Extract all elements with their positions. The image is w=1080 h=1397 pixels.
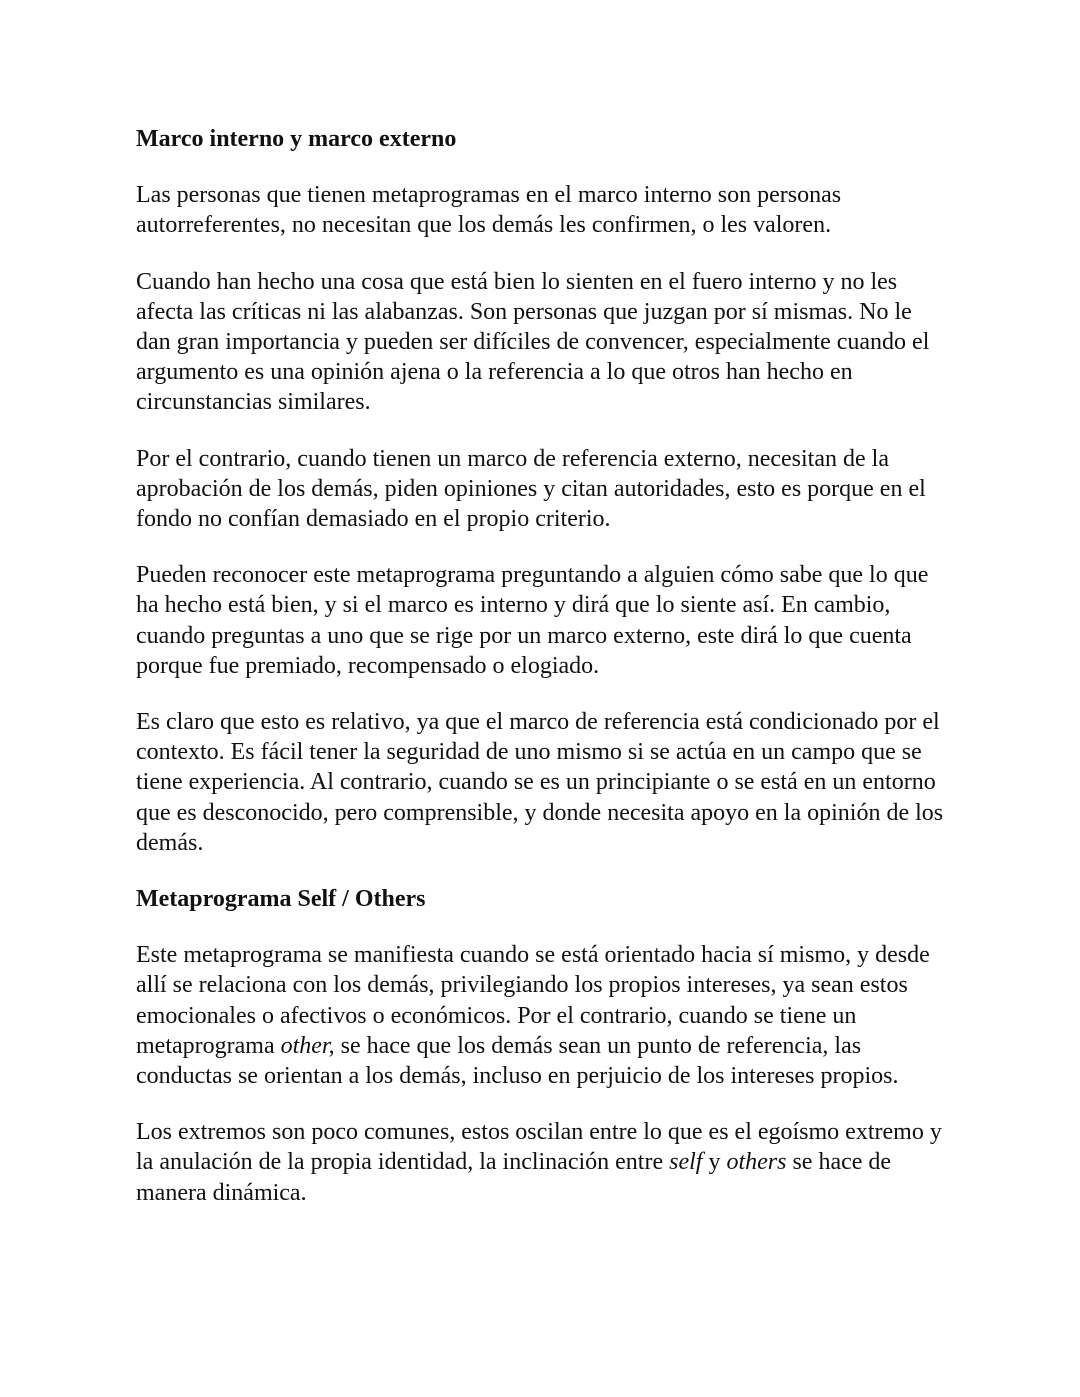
paragraph bbox=[136, 1117, 948, 1208]
text-run: se hace que los demás sean un punto de referencia, las conductas se orientan a los demás, incluso en perjuicio de los intereses propios. bbox=[136, 1032, 899, 1090]
section-heading-marco: Marco interno y marco externo bbox=[136, 126, 457, 152]
paragraph: Es claro que esto es relativo, ya que el marco de referencia está condicionado por el contexto. Es fácil tener la seguridad de uno mismo si se actúa en un campo que se tiene experiencia. Al contrario, cuando se es un principiante o se está en un entorno que es desconocido, pero comprensible, y donde necesita apoyo en la opinión de los demás. bbox=[136, 709, 944, 856]
text-run: se hace de manera dinámica. bbox=[136, 1149, 892, 1206]
paragraph: Por el contrario, cuando tienen un marco de referencia externo, necesitan de la aprobación de los demás, piden opiniones y citan autoridades, esto es porque en el fondo no confían demasiado en el propio criterio. bbox=[136, 445, 926, 533]
text-run: Este metaprograma se manifiesta cuando se está orientado hacia sí mismo, y desde allí se relaciona con los demás, privilegiando los propios intereses, ya sean estos emocionales o afectivos o económicos. Por el contrario, cuando se tiene un metaprograma bbox=[136, 942, 930, 1059]
paragraph bbox=[136, 940, 948, 1091]
italic-term-self: self bbox=[669, 1149, 703, 1176]
italic-term-others: others bbox=[726, 1149, 787, 1176]
italic-term-other: other, bbox=[280, 1032, 335, 1059]
text-run: Los extremos son poco comunes, estos oscilan entre lo que es el egoísmo extremo y la anulación de la propia identidad, la inclinación entre bbox=[136, 1119, 942, 1176]
document-page bbox=[136, 124, 948, 1208]
paragraph: Cuando han hecho una cosa que está bien lo sienten en el fuero interno y no les afecta las críticas ni las alabanzas. Son personas que juzgan por sí mismas. No le dan gran importancia y pueden ser difíciles de convencer, especialmente cuando el argumento es una opinión ajena o la referencia a lo que otros han hecho en circunstancias similares. bbox=[136, 268, 930, 416]
section-heading-self-others: Metaprograma Self / Others bbox=[136, 886, 426, 913]
paragraph: Las personas que tienen metaprogramas en el marco interno son personas autorreferentes, no necesitan que los demás les confirmen, o les valoren. bbox=[136, 182, 842, 239]
text-run: y bbox=[702, 1149, 727, 1176]
paragraph: Pueden reconocer este metaprograma preguntando a alguien cómo sabe que lo que ha hecho está bien, y si el marco es interno y dirá que lo siente así. En cambio, cuando preguntas a uno que se rige por un marco externo, este dirá lo que cuenta porque fue premiado, recompensado o elogiado. bbox=[136, 562, 929, 679]
